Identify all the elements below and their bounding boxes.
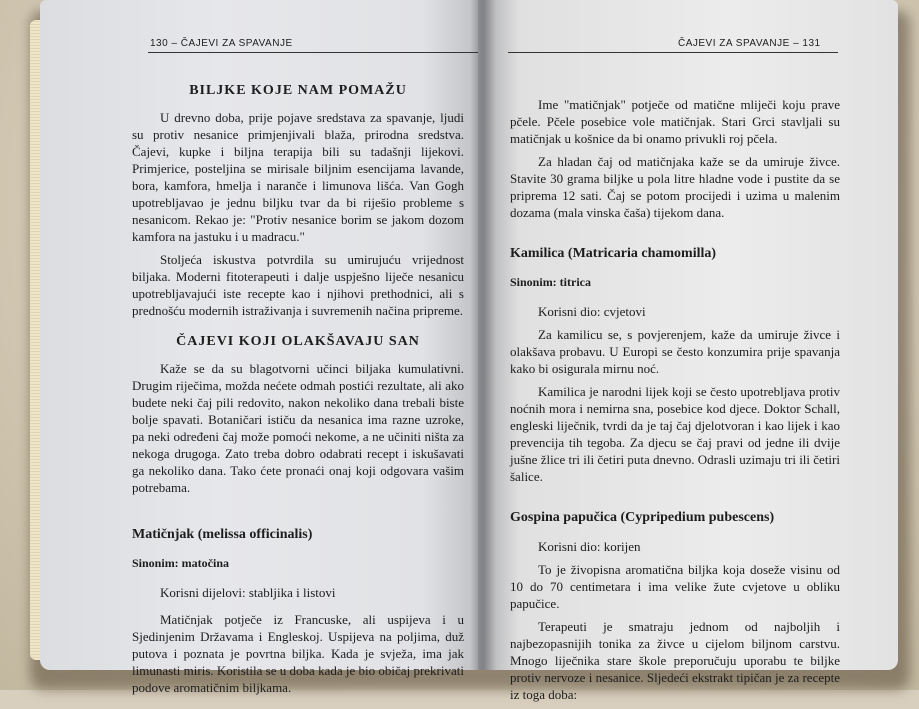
paragraph: Kamilica je narodni lijek koji se često upotrebljava protiv noćnih mora i nemirna sna, posebice kod djece. Doktor Schall, engleski liječnik, tvrdi da je taj čaj djelotvoran i kao lijek i kao prevencija tih tegoba. Za djecu se čaj pravi od jedne ili dvije jušne žlice tri ili četiri puta dnevno. Odrasli uzimaju tri ili četiri šalice. (510, 384, 840, 484)
paragraph: Terapeuti je smatraju jednom od najboljih i najbezopasnijih tonika za živce u cijelom biljnom carstvu. Mnogo liječnika stare škole preporučuju uporabu te biljke protiv nervoze i nesanice. Sljedeći ekstrakt tipičan je za recepte iz toga doba: (510, 619, 840, 702)
book-gutter (470, 0, 496, 670)
left-header-rule (148, 52, 483, 53)
paragraph: Matičnjak potječe iz Francuske, ali uspijeva i u Sjedinjenim Državama i Engleskoj. Uspijeva na poljima, duž putova i poznata je povrtna biljka. Kada je svježa, ima jak limunasti miris. Koristila se u doba kada je bio običaj prekrivati podove aromatičnim biljkama. (132, 612, 464, 695)
heading-cajevi: ČAJEVI KOJI OLAKŠAVAJU SAN (176, 334, 420, 349)
left-page-text (132, 82, 464, 702)
synonym-maticnjak: Sinonim: matočina (132, 556, 230, 570)
right-page-text (510, 96, 840, 709)
paragraph: Kaže se da su blagotvorni učinci biljaka kumulativni. Drugim riječima, možda nećete odmah postići rezultate, ali ako budete neki čaj pili redovito, nakon nekoliko dana trebali biste bolje spavati. Botaničari ističu da nesanica ima razne uzroke, pa neki određeni čaj može pomoći nekome, a ne učiniti ništa za nekoga drugoga. Zato treba dobro odabrati recept i iskušavati ga nekoliko dana. Tako ćete pronaći onaj koji odgovara vašim potrebama. (132, 361, 464, 495)
useful-parts-papucica: Korisni dio: korijen (538, 539, 641, 554)
heading-biljke: BILJKE KOJE NAM POMAŽU (189, 83, 407, 98)
useful-parts-maticnjak: Korisni dijelovi: stabljika i listovi (160, 585, 336, 600)
paragraph: Za hladan čaj od matičnjaka kaže se da umiruje živce. Stavite 30 grama biljke u pola litre hladne vode i pustite da se priprema 12 sati. Čaj se potom procijedi i uzima u malenim dozama (mala vinska čaša) tijekom dana. (510, 154, 840, 220)
paragraph: U drevno doba, prije pojave sredstava za spavanje, ljudi su protiv nesanice primjenjivali blaža, prirodna sredstva. Čajevi, kupke i biljna terapija bili su tadašnji lijekovi. Primjerice, posteljina se mirisale biljnim esencijama lavande, bora, kamfora, hmelja i naranče i limunova lišća. Van Gogh upotrebljavao je jednu biljku tvar da bi riješio probleme s nesanicom. Rekao je: "Protiv nesanice borim se jakom dozom kamfora na jastuku i u madracu." (132, 110, 464, 244)
paragraph: Stoljeća iskustva potvrdila su umirujuću vrijednost biljaka. Moderni fitoterapeuti i dalje uspješno liječe nesanicu upotrebljavajući iste recepte kao i njihovi prethodnici, ali s prednošću modernih istraživanja i suvremenih načina pripreme. (132, 252, 464, 318)
heading-kamilica: Kamilica (Matricaria chamomilla) (510, 246, 717, 261)
synonym-kamilica: Sinonim: titrica (510, 275, 591, 289)
paragraph: To je živopisna aromatična biljka koja doseže visinu od 10 do 70 centimetara i ima velike žute cvjetove u obliku papučice. (510, 562, 840, 611)
useful-parts-kamilica: Korisni dio: cvjetovi (538, 304, 646, 319)
heading-maticnjak: Matičnjak (melissa officinalis) (132, 527, 313, 542)
right-running-head: ČAJEVI ZA SPAVANJE – 131 (678, 38, 821, 49)
paragraph: Za kamilicu se, s povjerenjem, kaže da umiruje živce i olakšava probavu. U Europi se često konzumira prije spavanja kako bi osigurala mirnu noć. (510, 327, 840, 376)
right-header-rule (508, 52, 838, 53)
heading-gospina-papucica: Gospina papučica (Cypripedium pubescens) (510, 510, 775, 525)
left-running-head: 130 – ČAJEVI ZA SPAVANJE (150, 38, 293, 49)
right-page (478, 0, 898, 702)
paragraph: Ime "matičnjak" potječe od matične mliječi koju prave pčele. Pčele posebice vole matičnjak. Stari Grci stavljali su matičnjak u košnice da bi onamo privukli roj pčela. (510, 97, 840, 146)
left-page (40, 0, 490, 695)
